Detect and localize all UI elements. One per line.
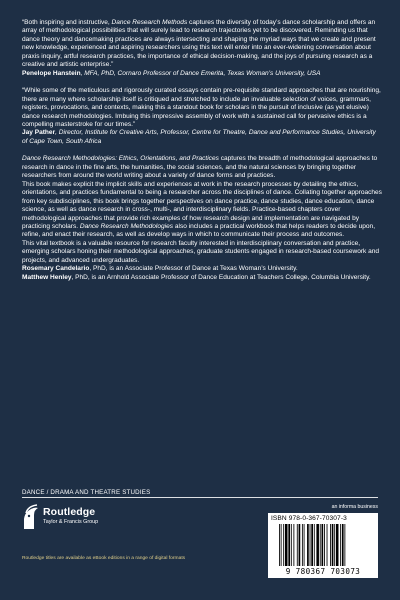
barcode-bar xyxy=(340,524,341,566)
endorsement-1 xyxy=(22,19,382,78)
barcode-bar xyxy=(299,524,301,566)
informa-tagline: an informa business xyxy=(331,504,378,510)
barcode-digits: 9 780367 703073 xyxy=(285,567,361,576)
barcode-bar xyxy=(288,524,290,566)
barcode-bar xyxy=(285,524,288,566)
barcode-bar xyxy=(302,524,303,566)
barcode-bar xyxy=(283,524,284,566)
barcode-bar xyxy=(311,524,313,566)
publisher-group: Taylor & Francis Group xyxy=(43,519,99,525)
isbn-barcode-box xyxy=(268,513,378,578)
barcode-bar xyxy=(322,524,324,566)
barcode-bar xyxy=(291,524,292,566)
barcode-bar xyxy=(320,524,321,566)
summary-book-title: Dance Research Methodologies xyxy=(79,222,174,230)
book-description xyxy=(22,155,382,180)
barcode-bar xyxy=(281,524,282,566)
editor-bio-1 xyxy=(22,265,382,273)
barcode xyxy=(278,524,370,566)
endorser-name: Jay Pather xyxy=(22,129,56,137)
barcode-bar xyxy=(307,524,309,566)
editor-name: Matthew Henley xyxy=(22,273,72,281)
barcode-bar xyxy=(334,524,335,566)
summary-text-cont: also includes a practical workbook that helps readers to decide upon, refine, and enact their research, as well as develop ways in which to communicate their process and outcomes. xyxy=(22,222,376,239)
routledge-logo-icon xyxy=(22,504,40,530)
quote-text: “Both inspiring and instructive, xyxy=(22,19,112,26)
quote-text: “While some of the meticulous and rigorously curated essays contain pre-requisite standard approaches that are nourishing, there are many where scholarship itself is critiqued and stretched to include an invaluable selection of voices, grammars, registers, provocations, and contexts, making this a standout book for scholars in the pursuit of inclusive (as yet elusive) dance research methodologies. Imbuing this impressive assembly of work with a sustained call for pervasive ethics is a compelling masterstroke for our times.” xyxy=(22,87,381,128)
publisher-logo xyxy=(22,504,152,540)
book-summary xyxy=(22,181,382,240)
book-title: Dance Research Methodologies: Ethics, Orientations, and Practices xyxy=(22,155,219,163)
editor-bio-text: , PhD, is an Associate Professor of Dance at Texas Woman’s University. xyxy=(89,265,298,273)
publisher-name: Routledge xyxy=(43,506,96,518)
quote-book-title: Dance Research Methods xyxy=(111,19,188,26)
barcode-bar xyxy=(342,524,344,566)
endorsement-quote xyxy=(22,87,382,129)
barcode-bar xyxy=(330,524,331,566)
cover-text xyxy=(22,19,382,282)
endorser-role: , MFA, PhD, Cornaro Professor of Dance Emerita, Texas Woman’s University, USA xyxy=(80,69,321,77)
description-text: captures the breadth of methodological approaches to research in dance in the fine arts, the humanities, the social sciences, and the natural sciences by bringing together researchers from around the world writing about a variety of dance forms and practices. xyxy=(22,155,378,180)
barcode-bar xyxy=(336,524,339,566)
barcode-bar xyxy=(324,524,325,566)
endorsement-2 xyxy=(22,87,382,146)
barcode-bar xyxy=(327,524,328,566)
isbn-label: ISBN 978-0-367-70307-3 xyxy=(271,515,347,522)
editor-bio-text: , PhD, is an Arnhold Associate Professor of Dance Education at Teachers College, Columbia University. xyxy=(71,273,371,281)
editor-bio-2 xyxy=(22,274,382,282)
divider xyxy=(22,497,378,498)
barcode-bar xyxy=(344,524,345,566)
barcode-bar xyxy=(297,524,298,566)
endorsement-quote xyxy=(22,19,382,70)
endorsement-attribution xyxy=(22,70,382,78)
audience-statement: This vital textbook is a valuable resource for research faculty interested in interdisciplinary conversation and practice, emerging scholars honing their methodological approaches, graduate students engaged in research-based coursework and projects, and advanced undergraduates. xyxy=(22,239,380,264)
barcode-bar xyxy=(332,524,334,566)
ebook-availability-note: Routledge titles are available as eBook editions in a range of digital formats xyxy=(22,556,186,561)
editor-name: Rosemary Candelario xyxy=(22,265,90,273)
barcode-bar xyxy=(304,524,305,566)
endorser-role: , Director, Institute for Creative Arts, Professor, Centre for Theatre, Dance and Performance Studies, University of Cape Town, South Africa xyxy=(22,129,376,145)
quote-text-cont: captures the diversity of today’s dance scholarship and offers an array of methodological possibilities that will surely lead to research trajectories yet to be discovered. Reminding us that dance theory and dancemaking practices are always intersecting and shaping the myriad ways that we create and present new knowledge, experienced and aspiring researchers using this text will enter into an ever-widening conversation about praxis inquiry, artful research practices, the importance of ethical decision-making, and the joys of pursuing research as a creative and artistic enterprise.” xyxy=(22,19,376,69)
subject-category: DANCE / DRAMA AND THEATRE STUDIES xyxy=(22,489,151,496)
barcode-bar xyxy=(316,524,319,566)
barcode-bar xyxy=(310,524,311,566)
barcode-bar xyxy=(279,524,280,566)
summary-text: This book makes explicit the implicit skills and experiences at work in the research processes by detailing the ethics, orientations, and practices fundamental to being a researcher across the disciplines of dance. Collating together approaches from key subdisciplines, this book brings together perspectives on dance practice, dance studies, dance education, dance science, as well as dance research in cross-, multi-, and interdisciplinary fields. Practice-based chapters cover methodological approaches that provide rich examples of how research design and implementation are navigated by practicing scholars. xyxy=(22,180,382,230)
barcode-bar xyxy=(314,524,315,566)
barcode-bar xyxy=(293,524,294,566)
endorser-name: Penelope Hanstein xyxy=(22,69,81,77)
endorsement-attribution xyxy=(22,129,382,146)
